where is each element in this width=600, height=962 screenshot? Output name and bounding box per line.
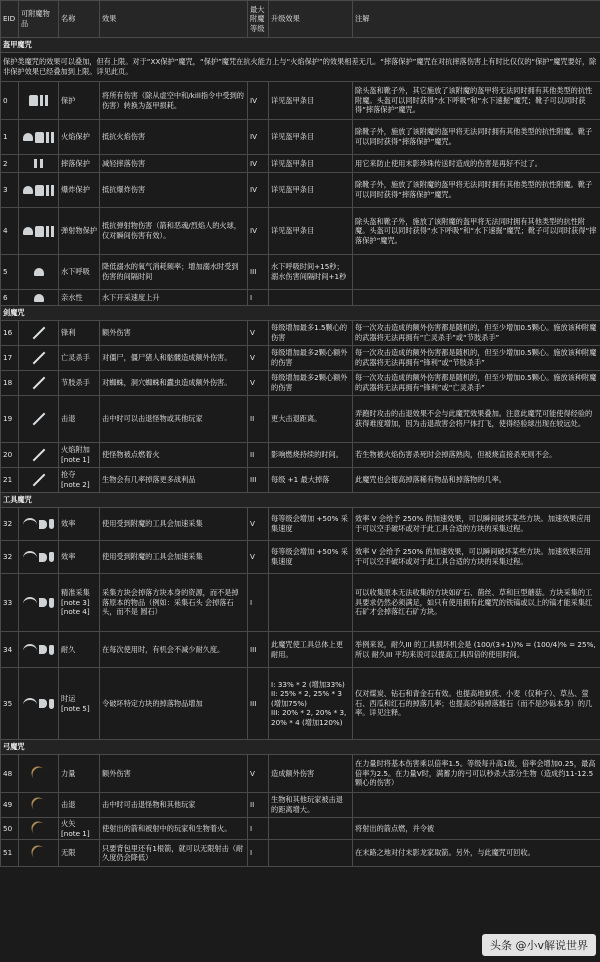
- table-row: [1, 443, 600, 468]
- max-level-cell: IV: [248, 208, 269, 255]
- notes-cell: 可以收集原本无法收集的方块如矿石、菌丝、草和巨型蘑菇。方块采集的工具要求仍然必须满足，如只有使用拥有此魔咒的铁镐或以上的镐才能采集红石矿才会掉落红石矿方块。: [353, 574, 600, 632]
- table-row: [1, 818, 600, 840]
- header-effect: 效果: [100, 1, 248, 38]
- table-body: [1, 38, 600, 867]
- notes-cell: 用它来防止使用末影珍珠传送时造成的伤害是再好不过了。: [353, 155, 600, 173]
- upgrade-cell: I: 33% * 2 (增加33%) II: 25% * 2, 25% * 3 (增加75%) III: 20% * 2, 20% * 3, 20% * 4 (增加120%): [269, 668, 353, 740]
- notes-cell: 除靴子外，施放了该附魔的盔甲将无法同时拥有其他类型的抗性附魔。靴子可以同时获得“摔落保护”魔咒。: [353, 120, 600, 155]
- upgrade-cell: 每等级会增加 +50% 采集速度: [269, 541, 353, 574]
- effect-cell: 击中时可击退怪物和其他玩家: [100, 793, 248, 818]
- table-row: [1, 755, 600, 793]
- notes-cell: 除头盔和靴子外，施放了该附魔的盔甲将无法同时拥有其他类型的抗性附魔。头盔可以同时获得“水下呼吸”和“水下速掘”魔咒；靴子可以同时获得“摔落保护”魔咒。: [353, 208, 600, 255]
- items-cell: [19, 632, 59, 668]
- max-level-cell: IV: [248, 173, 269, 208]
- items-cell: [19, 541, 59, 574]
- upgrade-cell: 详见盔甲条目: [269, 173, 353, 208]
- items-cell: [19, 120, 59, 155]
- helm-icon: [23, 186, 33, 194]
- table-row: [1, 346, 600, 371]
- notes-cell: 每一次攻击造成的额外伤害都是随机的，但至少增加0.5颗心。施放该种附魔的武器将无法再拥有“锋利”或“节肢杀手”: [353, 346, 600, 371]
- notes-cell: [353, 255, 600, 290]
- max-level-cell: IV: [248, 155, 269, 173]
- name-cell: 耐久: [59, 632, 100, 668]
- max-level-cell: V: [248, 321, 269, 346]
- table-row: [1, 120, 600, 155]
- shovel-icon: [49, 552, 54, 562]
- items-cell: [19, 155, 59, 173]
- table-row: [1, 668, 600, 740]
- bow-icon: [28, 843, 49, 864]
- table-row: [1, 155, 600, 173]
- table-row: [1, 208, 600, 255]
- effect-cell: 使射出的箭和被射中的玩家和生物着火。: [100, 818, 248, 840]
- effect-cell: 在每次使用时，有机会不减少耐久度。: [100, 632, 248, 668]
- items-cell: [19, 574, 59, 632]
- axe-icon: [39, 598, 47, 607]
- name-cell: 弹射物保护: [59, 208, 100, 255]
- max-level-cell: II: [248, 396, 269, 443]
- sword-icon: [32, 413, 45, 426]
- upgrade-cell: [269, 818, 353, 840]
- effect-cell: 抵抗爆炸伤害: [100, 173, 248, 208]
- helm-icon: [23, 227, 33, 235]
- header-items: 可附魔物品: [19, 1, 59, 38]
- eid-cell: 0: [1, 82, 19, 120]
- effect-cell: 使用受到附魔的工具会加速采集: [100, 508, 248, 541]
- shovel-icon: [49, 519, 54, 529]
- max-level-cell: V: [248, 371, 269, 396]
- pick-icon: [23, 551, 37, 563]
- eid-cell: 49: [1, 793, 19, 818]
- eid-cell: 50: [1, 818, 19, 840]
- items-cell: [19, 468, 59, 493]
- eid-cell: 48: [1, 755, 19, 793]
- name-cell: 亲水性: [59, 290, 100, 306]
- bow-icon: [28, 763, 49, 784]
- header-max-level: 最大附魔等级: [248, 1, 269, 38]
- name-cell: 时运 [note 5]: [59, 668, 100, 740]
- table-row: [1, 574, 600, 632]
- max-level-cell: II: [248, 793, 269, 818]
- items-cell: [19, 508, 59, 541]
- name-cell: 爆炸保护: [59, 173, 100, 208]
- name-cell: 击退: [59, 793, 100, 818]
- items-cell: [19, 82, 59, 120]
- upgrade-cell: 水下呼吸时间+15秒；溺水伤害间隔时间+1秒: [269, 255, 353, 290]
- items-cell: [19, 443, 59, 468]
- items-cell: [19, 346, 59, 371]
- items-cell: [19, 255, 59, 290]
- effect-cell: 对僵尸，僵尸猪人和骷髅造成额外伤害。: [100, 346, 248, 371]
- upgrade-cell: 每级增加最多2颗心额外的伤害: [269, 371, 353, 396]
- sword-icon: [32, 352, 45, 365]
- axe-icon: [39, 699, 47, 708]
- effect-cell: 采集方块会掉落方块本身的资源，而不是掉落原本的物品（例如：采集石头 会掉落石头，而不是 圆石）: [100, 574, 248, 632]
- effect-cell: 抵抗弹射物伤害（箭和恶魂/烈焰人的火球，仅对瞬间伤害有效）。: [100, 208, 248, 255]
- table-row: [1, 508, 600, 541]
- eid-cell: 33: [1, 574, 19, 632]
- eid-cell: 5: [1, 255, 19, 290]
- table-row: [1, 255, 600, 290]
- section-header: [1, 493, 600, 508]
- axe-icon: [39, 645, 47, 654]
- max-level-cell: III: [248, 468, 269, 493]
- name-cell: 火矢 [note 1]: [59, 818, 100, 840]
- max-level-cell: I: [248, 840, 269, 867]
- sword-icon: [32, 474, 45, 487]
- eid-cell: 3: [1, 173, 19, 208]
- upgrade-cell: 生物和其他玩家被击退的距离增大。: [269, 793, 353, 818]
- effect-cell: 使用受到附魔的工具会加速采集: [100, 541, 248, 574]
- name-cell: 精准采集 [note 3] [note 4]: [59, 574, 100, 632]
- notes-cell: 除头盔和靴子外，其它施放了该附魔的盔甲将无法同时拥有其他类型的抗性附魔。头盔可以同时获得“水下呼吸”和“水下速掘”魔咒；靴子可以同时获得“摔落保护”魔咒。: [353, 82, 600, 120]
- notes-cell: 效率 V 会给予 250% 的加速效果，可以瞬间破坏某些方块。加速效果应用于可以空手破坏或对于此工具合适的方块的采集过程。: [353, 541, 600, 574]
- table-row: [1, 396, 600, 443]
- sword-icon: [32, 327, 45, 340]
- armor-icon: [35, 226, 44, 237]
- name-cell: 保护: [59, 82, 100, 120]
- boots-icon: [34, 159, 43, 168]
- eid-cell: 18: [1, 371, 19, 396]
- name-cell: 亡灵杀手: [59, 346, 100, 371]
- effect-cell: 使怪物被点燃着火: [100, 443, 248, 468]
- bow-icon: [28, 818, 49, 839]
- name-cell: 效率: [59, 508, 100, 541]
- max-level-cell: IV: [248, 120, 269, 155]
- items-cell: [19, 840, 59, 867]
- watermark: 头条 @小v解说世界: [482, 934, 596, 956]
- pick-icon: [23, 644, 37, 656]
- items-cell: [19, 818, 59, 840]
- name-cell: 击退: [59, 396, 100, 443]
- table-row: [1, 173, 600, 208]
- effect-cell: 击中时可以击退怪物或其他玩家: [100, 396, 248, 443]
- upgrade-cell: 详见盔甲条目: [269, 120, 353, 155]
- armor-icon: [35, 132, 44, 143]
- section-header: [1, 740, 600, 755]
- shovel-icon: [49, 645, 54, 655]
- section-title: 剑魔咒: [1, 306, 600, 321]
- items-cell: [19, 208, 59, 255]
- max-level-cell: III: [248, 632, 269, 668]
- items-cell: [19, 290, 59, 306]
- effect-cell: 令破坏特定方块的掉落物品增加: [100, 668, 248, 740]
- name-cell: 效率: [59, 541, 100, 574]
- upgrade-cell: [269, 574, 353, 632]
- eid-cell: 32: [1, 508, 19, 541]
- max-level-cell: II: [248, 443, 269, 468]
- effect-cell: 只要背包里还有1根箭，就可以无限射击（耐久度仍会降低）: [100, 840, 248, 867]
- effect-cell: 降低溺水的氧气消耗频率；增加溺水时受到伤害的间隔时间: [100, 255, 248, 290]
- axe-icon: [39, 520, 47, 529]
- eid-cell: 2: [1, 155, 19, 173]
- items-cell: [19, 396, 59, 443]
- header-row: [1, 1, 600, 38]
- max-level-cell: V: [248, 508, 269, 541]
- eid-cell: 21: [1, 468, 19, 493]
- name-cell: 火焰保护: [59, 120, 100, 155]
- upgrade-cell: 每等级会增加 +50% 采集速度: [269, 508, 353, 541]
- section-header: [1, 306, 600, 321]
- pick-icon: [23, 518, 37, 530]
- section-header: [1, 38, 600, 53]
- legs-icon: [46, 226, 54, 237]
- effect-cell: 水下开采速度上升: [100, 290, 248, 306]
- effect-cell: 将所有伤害（除从虚空中和/kill指令中受到的伤害）转换为盔甲损耗。: [100, 82, 248, 120]
- sword-icon: [32, 449, 45, 462]
- upgrade-cell: 造成额外伤害: [269, 755, 353, 793]
- name-cell: 无限: [59, 840, 100, 867]
- eid-cell: 32: [1, 541, 19, 574]
- shovel-icon: [49, 699, 54, 709]
- legs-icon: [40, 95, 48, 106]
- pick-icon: [23, 698, 37, 710]
- table-row: [1, 82, 600, 120]
- effect-cell: 额外伤害: [100, 755, 248, 793]
- eid-cell: 35: [1, 668, 19, 740]
- upgrade-cell: 此魔咒使工具总体上更耐用。: [269, 632, 353, 668]
- armor-icon: [35, 185, 44, 196]
- sword-icon: [32, 377, 45, 390]
- upgrade-cell: [269, 840, 353, 867]
- header-upgrade: 升级效果: [269, 1, 353, 38]
- max-level-cell: I: [248, 574, 269, 632]
- max-level-cell: I: [248, 290, 269, 306]
- eid-cell: 1: [1, 120, 19, 155]
- eid-cell: 19: [1, 396, 19, 443]
- name-cell: 节肢杀手: [59, 371, 100, 396]
- helm-icon: [34, 294, 44, 302]
- notes-cell: 每一次攻击造成的额外伤害都是随机的，但至少增加0.5颗心。施放该种附魔的武器将无法再拥有“亡灵杀手”或“节肢杀手”: [353, 321, 600, 346]
- bow-icon: [28, 794, 49, 815]
- items-cell: [19, 321, 59, 346]
- notes-cell: 举例来说，耐久III 的工具损坏机会是 (100/(3+1))% = (100/4)% = 25%, 所以 耐久III 平均来说可以提高工具四倍的使用时间。: [353, 632, 600, 668]
- eid-cell: 34: [1, 632, 19, 668]
- eid-cell: 4: [1, 208, 19, 255]
- upgrade-cell: 详见盔甲条目: [269, 82, 353, 120]
- notes-cell: 仅对煤炭、钻石和青金石有效。也提高地狱疣、小麦（仅种子）、草丛、萤石、西瓜和红石的掉落几率；也提高沙砾掉落燧石（而不是沙砾本身）的几率。详见注释。: [353, 668, 600, 740]
- notes-cell: [353, 290, 600, 306]
- effect-cell: 减轻摔落伤害: [100, 155, 248, 173]
- header-name: 名称: [59, 1, 100, 38]
- table-row: [1, 632, 600, 668]
- section-description: 保护类魔咒的效果可以叠加，但有上限。对于“XX保护”魔咒，“保护”魔咒在抗火能力上与“火焰保护”的效果相差无几。“摔落保护”魔咒在对抗摔落伤害上有时比仅仅的“保护”魔咒要好，除非保护效果已经叠加到上限。详见此页。: [1, 53, 600, 82]
- section-title: 工具魔咒: [1, 493, 600, 508]
- notes-cell: 此魔咒也会提高掉落稀有物品和掉落物的几率。: [353, 468, 600, 493]
- shovel-icon: [49, 598, 54, 608]
- table-row: [1, 541, 600, 574]
- axe-icon: [39, 553, 47, 562]
- upgrade-cell: 更大击退距离。: [269, 396, 353, 443]
- name-cell: 抢夺 [note 2]: [59, 468, 100, 493]
- max-level-cell: V: [248, 346, 269, 371]
- eid-cell: 51: [1, 840, 19, 867]
- max-level-cell: I: [248, 818, 269, 840]
- table-row: [1, 793, 600, 818]
- pick-icon: [23, 597, 37, 609]
- eid-cell: 6: [1, 290, 19, 306]
- section-title: 弓魔咒: [1, 740, 600, 755]
- notes-cell: 将射出的箭点燃，并令被: [353, 818, 600, 840]
- notes-cell: 效率 V 会给予 250% 的加速效果，可以瞬间破坏某些方块。加速效果应用于可以空手破坏或对于此工具合适的方块的采集过程。: [353, 508, 600, 541]
- name-cell: 火焰附加 [note 1]: [59, 443, 100, 468]
- upgrade-cell: 每级增加最多1.5颗心的伤害: [269, 321, 353, 346]
- upgrade-cell: 详见盔甲条目: [269, 155, 353, 173]
- legs-icon: [46, 185, 54, 196]
- header-notes: 注解: [353, 1, 600, 38]
- header-eid: EID: [1, 1, 19, 38]
- eid-cell: 17: [1, 346, 19, 371]
- table-row: [1, 290, 600, 306]
- table-row: [1, 468, 600, 493]
- section-title: 盔甲魔咒: [1, 38, 600, 53]
- upgrade-cell: 影响燃烧持续的时间。: [269, 443, 353, 468]
- upgrade-cell: 每级 +1 最大掉落: [269, 468, 353, 493]
- max-level-cell: III: [248, 255, 269, 290]
- notes-cell: 除靴子外，施放了该附魔的盔甲将无法同时拥有其他类型的抗性附魔。靴子可以同时获得“摔落保护”魔咒。: [353, 173, 600, 208]
- eid-cell: 20: [1, 443, 19, 468]
- helm-icon: [34, 268, 44, 276]
- effect-cell: 生物会有几率掉落更多战利品: [100, 468, 248, 493]
- notes-cell: 弄跑时攻击的击退效果不会与此魔咒效果叠加。注意此魔咒可能使得经验的获得难度增加，因为击退敌害会将尸体打飞，使得经验球出现在较远处。: [353, 396, 600, 443]
- effect-cell: 抵抗火焰伤害: [100, 120, 248, 155]
- notes-cell: [353, 793, 600, 818]
- table-row: [1, 321, 600, 346]
- max-level-cell: V: [248, 755, 269, 793]
- table-row: [1, 840, 600, 867]
- table-row: [1, 371, 600, 396]
- upgrade-cell: [269, 290, 353, 306]
- armor-icon: [29, 95, 38, 106]
- eid-cell: 16: [1, 321, 19, 346]
- notes-cell: 若生物被火焰伤害杀死时会掉落熟肉，但被烧直接杀死则不会。: [353, 443, 600, 468]
- items-cell: [19, 755, 59, 793]
- helm-icon: [23, 133, 33, 141]
- notes-cell: 每一次攻击造成的额外伤害都是随机的，但至少增加0.5颗心。施放该种附魔的武器将无法再拥有“锋利”或“亡灵杀手”: [353, 371, 600, 396]
- name-cell: 力量: [59, 755, 100, 793]
- items-cell: [19, 668, 59, 740]
- effect-cell: 额外伤害: [100, 321, 248, 346]
- max-level-cell: IV: [248, 82, 269, 120]
- name-cell: 水下呼吸: [59, 255, 100, 290]
- legs-icon: [46, 132, 54, 143]
- section-description-row: [1, 53, 600, 82]
- max-level-cell: III: [248, 668, 269, 740]
- max-level-cell: V: [248, 541, 269, 574]
- items-cell: [19, 173, 59, 208]
- notes-cell: 在力量时将基本伤害乘以倍率1.5。等级每升高1级，倍率会增加0.25，最高倍率为2.5。在力量V时，满蓄力的弓可以秒杀大部分生物（造成约11-12.5颗心的伤害）: [353, 755, 600, 793]
- items-cell: [19, 793, 59, 818]
- items-cell: [19, 371, 59, 396]
- name-cell: 摔落保护: [59, 155, 100, 173]
- name-cell: 锋利: [59, 321, 100, 346]
- upgrade-cell: 详见盔甲条目: [269, 208, 353, 255]
- notes-cell: 在末路之地对付末影龙家取箭。另外，与此魔咒可回收。: [353, 840, 600, 867]
- upgrade-cell: 每级增加最多2颗心额外的伤害: [269, 346, 353, 371]
- effect-cell: 对蜘蛛，洞穴蜘蛛和蠹虫造成额外伤害。: [100, 371, 248, 396]
